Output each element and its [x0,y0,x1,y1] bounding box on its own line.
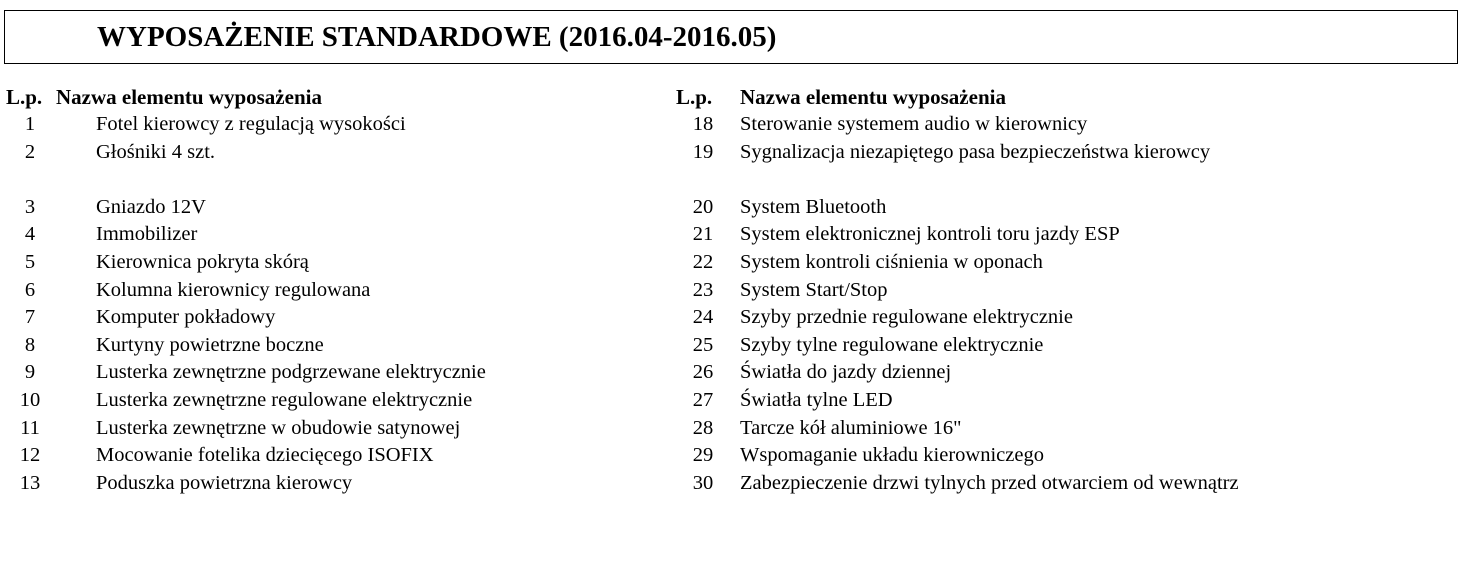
list-item [0,194,680,222]
item-number: 19 [692,140,714,163]
item-name: System Start/Stop [740,278,888,301]
item-name: Immobilizer [96,223,198,246]
item-number: 21 [692,223,714,246]
item-name: Poduszka powietrzna kierowcy [96,471,353,494]
item-number: 5 [24,250,36,273]
list-item [676,194,1456,222]
table-header [0,83,680,111]
item-number: 3 [24,195,36,218]
header-name: Nazwa elementu wyposażenia [56,85,322,109]
list-item [0,415,680,443]
item-name: Lusterka zewnętrzne w obudowie satynowej [96,416,461,439]
item-number: 6 [24,278,36,301]
item-name: Szyby tylne regulowane elektrycznie [740,333,1044,356]
item-name: Szyby przednie regulowane elektrycznie [740,306,1073,329]
item-name: Lusterka zewnętrzne regulowane elektrycznie [96,388,473,411]
item-name: System elektronicznej kontroli toru jazdy ESP [740,223,1120,246]
item-name: Kurtyny powietrzne boczne [96,333,324,356]
list-item [0,139,680,167]
list-item [676,277,1456,305]
item-number: 30 [692,471,714,494]
item-number: 2 [24,140,36,163]
item-number: 20 [692,195,714,218]
header-lp: L.p. [676,85,713,109]
item-name: Światła tylne LED [740,388,893,411]
item-number: 29 [692,444,714,467]
title-box [4,10,1458,64]
item-number: 9 [24,361,36,384]
item-name: Głośniki 4 szt. [96,140,216,163]
item-number: 27 [692,388,714,411]
equipment-list-right [676,83,1456,525]
list-item [0,111,680,139]
list-item [676,111,1456,139]
item-number: 24 [692,306,714,329]
item-name: Kolumna kierownicy regulowana [96,278,371,301]
list-item [0,332,680,360]
list-item [676,249,1456,277]
list-item [676,470,1456,525]
item-number: 4 [24,223,36,246]
header-lp: L.p. [6,85,43,109]
item-name: Sygnalizacja niezapiętego pasa bezpieczeństwa kierowcy [740,140,1211,163]
table-header [676,83,1456,111]
item-name: Wspomaganie układu kierowniczego [740,444,1044,467]
list-item [0,442,680,470]
item-number: 11 [20,416,40,439]
item-name: Zabezpieczenie drzwi tylnych przed otwarciem od wewnątrz [740,471,1239,494]
list-item [676,304,1456,332]
list-item [676,139,1456,194]
item-number: 18 [692,113,714,135]
item-name: Światła do jazdy dziennej [740,361,952,384]
list-item [676,442,1456,470]
list-item [0,470,680,498]
item-name: Fotel kierowcy z regulacją wysokości [96,113,406,135]
item-name: System kontroli ciśnienia w oponach [740,250,1043,273]
list-item [0,387,680,415]
list-item [676,221,1456,249]
item-number: 26 [692,361,714,384]
item-name: Lusterka zewnętrzne podgrzewane elektrycznie [96,361,486,384]
list-item [0,304,680,332]
list-item [676,359,1456,387]
list-item [676,415,1456,443]
item-number: 25 [692,333,714,356]
item-number: 28 [692,416,714,439]
item-number: 10 [19,388,41,411]
list-item [676,387,1456,415]
item-number: 13 [19,471,41,494]
item-number: 8 [24,333,36,356]
page-title: WYPOSAŻENIE STANDARDOWE (2016.04-2016.05) [97,21,777,53]
item-name: Mocowanie fotelika dziecięcego ISOFIX [96,444,434,467]
list-item [676,332,1456,360]
item-name: Komputer pokładowy [96,306,276,329]
item-name: Tarcze kół aluminiowe 16" [740,416,962,439]
item-name: Gniazdo 12V [96,195,206,218]
item-number: 12 [19,444,41,467]
equipment-list-left [0,83,680,497]
item-number: 1 [24,113,36,135]
list-item [0,249,680,277]
item-name: Kierownica pokryta skórą [96,250,309,273]
header-name: Nazwa elementu wyposażenia [740,85,1006,109]
item-name: Sterowanie systemem audio w kierownicy [740,113,1088,135]
item-number: 7 [24,306,36,329]
list-item [0,221,680,249]
list-item [0,277,680,305]
row-spacer [0,166,680,194]
list-item [0,359,680,387]
item-number: 22 [692,250,714,273]
item-number: 23 [692,278,714,301]
item-name: System Bluetooth [740,195,887,218]
